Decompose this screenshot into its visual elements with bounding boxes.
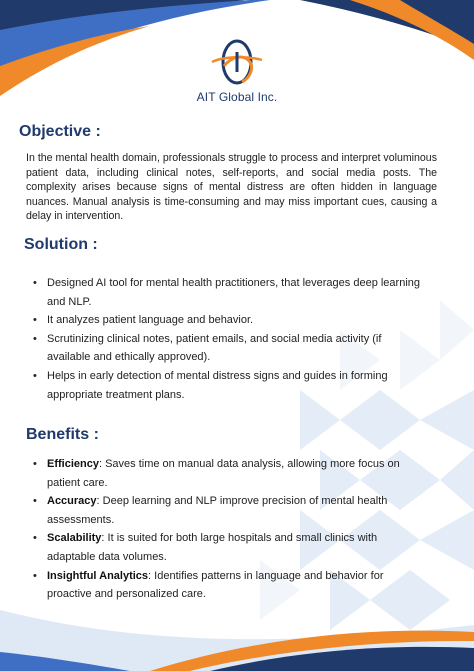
- logo: [0, 38, 474, 104]
- solution-item-text: It analyzes patient language and behavior.: [47, 314, 254, 327]
- solution-item-text: Designed AI tool for mental health practitioners, that leverages deep learning and NLP.: [47, 277, 421, 308]
- objective-heading: Objective :: [19, 123, 101, 140]
- bullet: •: [33, 369, 37, 382]
- benefit-term: Scalability: [47, 532, 102, 545]
- solution-list: [33, 274, 421, 404]
- benefit-text: : Deep learning and NLP improve precision of mental health assessments.: [47, 495, 388, 526]
- bullet: •: [33, 495, 37, 508]
- list-item: [33, 274, 421, 311]
- benefit-text: : It is suited for both large hospitals and small clinics with adaptable data volumes.: [47, 532, 378, 563]
- solution-item-text: Scrutinizing clinical notes, patient emails, and social media activity (if available and ethically approved).: [47, 332, 382, 364]
- bullet: •: [33, 458, 37, 470]
- list-item: [33, 529, 423, 566]
- list-item: [33, 492, 423, 529]
- bullet: •: [33, 569, 37, 582]
- objective-paragraph: In the mental health domain, professionals struggle to process and interpret voluminous patient data, including clinical notes, self-reports, and social media posts. The complexity arises because signs of mental distress are often hidden in language nuances. Manual analysis is time-consuming and may miss important cues, causing a delay in intervention.: [26, 152, 437, 223]
- list-item: [33, 455, 423, 492]
- benefit-term: Accuracy: [47, 495, 97, 508]
- benefit-text: : Identifies patterns in language and behavior for proactive and personalized care.: [47, 569, 384, 601]
- solution-item-text: Helps in early detection of mental distress signs and guides in forming appropriate treatment plans.: [47, 369, 388, 401]
- list-item: [33, 567, 423, 604]
- company-name: AIT Global Inc.: [196, 90, 278, 104]
- benefits-heading: Benefits :: [26, 426, 99, 443]
- benefit-term: Efficiency: [47, 458, 99, 470]
- list-item: [33, 367, 421, 404]
- bullet: •: [33, 277, 37, 289]
- ait-globe-logo-icon: [210, 38, 264, 88]
- benefits-list: [33, 455, 423, 604]
- bullet: •: [33, 332, 37, 345]
- bullet: •: [33, 532, 37, 545]
- list-item: [33, 311, 421, 330]
- benefit-term: Insightful Analytics: [47, 569, 149, 582]
- list-item: [33, 330, 421, 367]
- bullet: •: [33, 314, 37, 327]
- benefit-text: : Saves time on manual data analysis, allowing more focus on patient care.: [47, 458, 400, 489]
- solution-heading: Solution :: [24, 236, 98, 253]
